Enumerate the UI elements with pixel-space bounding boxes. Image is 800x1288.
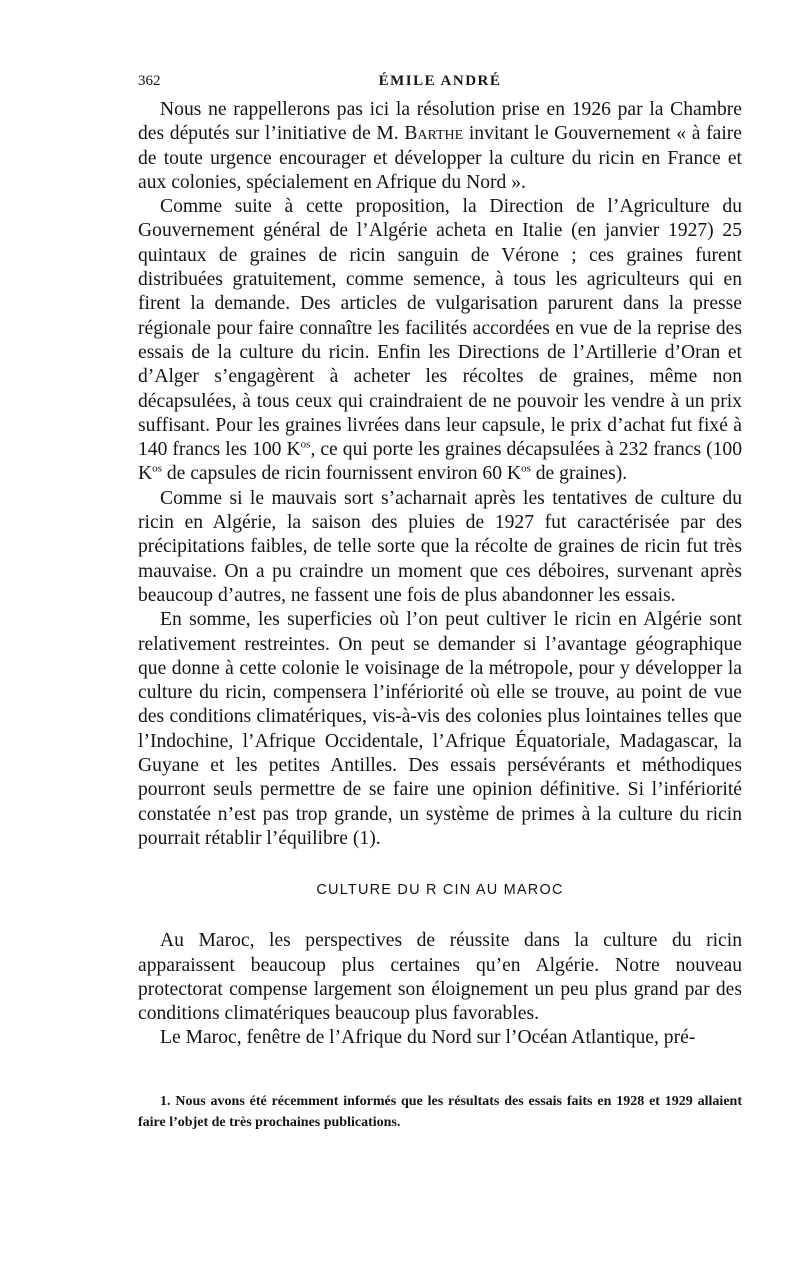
paragraph-1-text-a: Nous ne rappellerons pas ici la résolution prise en 1926 par la Chambre des députés sur l’initiative de M. [138, 99, 742, 145]
paragraph-1-text-b: invitant le Gouvernement « à faire de toute urgence encourager et développer la culture du ricin en France et aux colonies, spécialement en Afrique du Nord ». [138, 123, 742, 193]
paragraph-1 [138, 98, 742, 195]
page [138, 68, 742, 1133]
unit-superscript: os [152, 462, 162, 475]
paragraph-2-text-a: Comme suite à cette proposition, la Direction de l’Agriculture du Gouvernement général de l’Algérie acheta en Italie (en janvier 1927) 25 quintaux de graines de ricin sanguin de Vérone ; ces graines furent distribuées gratuitement, comme semence, à tous les agriculteurs qui en firent la demande. Des articles de vulgarisation parurent dans la presse régionale pour faire connaître les facilités accordées en vue de la reprise des essais de la culture du ricin. Enfin les Directions de l’Artillerie d’Oran et d’Alger s’engagèrent à acheter les récoltes de graines, même non décapsulées, à tous ceux qui craindraient de ne pouvoir les vendre à un prix suffisant. Pour les graines livrées dans leur capsule, le prix d’achat fut fixé à 140 francs les 100 K [138, 196, 742, 461]
page-number: 362 [138, 73, 161, 89]
paragraph-2-text-c: de capsules de ricin fournissent environ 60 K [161, 463, 522, 485]
unit-superscript: os [521, 462, 531, 475]
page-header [138, 68, 742, 94]
footnote-text: 1. Nous avons été récemment informés que les résultats des essais faits en 1928 et 1929 allaient faire l’objet de très prochaines publications. [138, 1093, 742, 1130]
section-heading: CULTURE DU R CIN AU MAROC [316, 882, 564, 899]
paragraph-2-text-b: , ce qui porte les graines décapsulées à 232 francs (100 K [138, 439, 743, 485]
footnote-reference: (1) [352, 827, 376, 849]
paragraph-4-text-a: En somme, les superficies où l’on peut cultiver le ricin en Algérie sont relativement restreintes. On peut se demander si l’avantage géographique que donne à cette colonie le voisinage de la métropole, pour y développer la culture du ricin, compensera l’infériorité où elle se trouve, au point de vue des conditions climatériques, vis-à-vis des colonies plus lointaines telles que l’Indochine, l’Afrique Occidentale, l’Afrique Équatoriale, Madagascar, la Guyane et les petites Antilles. Des essais persévérants et méthodiques pourront seuls permettre de se faire une opinion définitive. Si l’infériorité constatée n’est pas trop grande, un système de primes à la culture du ricin pourrait rétablir l’équilibre [138, 609, 742, 849]
paragraph-4 [138, 608, 742, 851]
paragraph-2 [138, 195, 742, 487]
paragraph-5: Au Maroc, les perspectives de réussite dans la culture du ricin apparaissent beaucoup plus certaines qu’en Algérie. Notre nouveau protectorat compense largement son éloignement un peu plus grand par des conditions climatériques beaucoup plus favorables. [138, 930, 742, 1025]
body-text [138, 98, 742, 1051]
paragraph-3: Comme si le mauvais sort s’acharnait après les tentatives de culture du ricin en Algérie, la saison des pluies de 1927 fut caractérisée par des précipitations faibles, de telle sorte que la récolte de graines de ricin fut très mauvaise. On a pu craindre un moment que ces déboires, survenant après beaucoup d’autres, ne fassent une fois de plus abandonner les essais. [138, 487, 742, 606]
paragraph-4-text-b: . [375, 827, 381, 849]
unit-superscript: os [300, 438, 311, 451]
person-name: Barthe [404, 123, 464, 145]
running-head: ÉMILE ANDRÉ [378, 73, 502, 89]
paragraph-6: Le Maroc, fenêtre de l’Afrique du Nord sur l’Océan Atlantique, pré- [160, 1027, 696, 1049]
footnote [138, 1091, 742, 1133]
paragraph-2-text-d: de graines). [530, 463, 628, 485]
